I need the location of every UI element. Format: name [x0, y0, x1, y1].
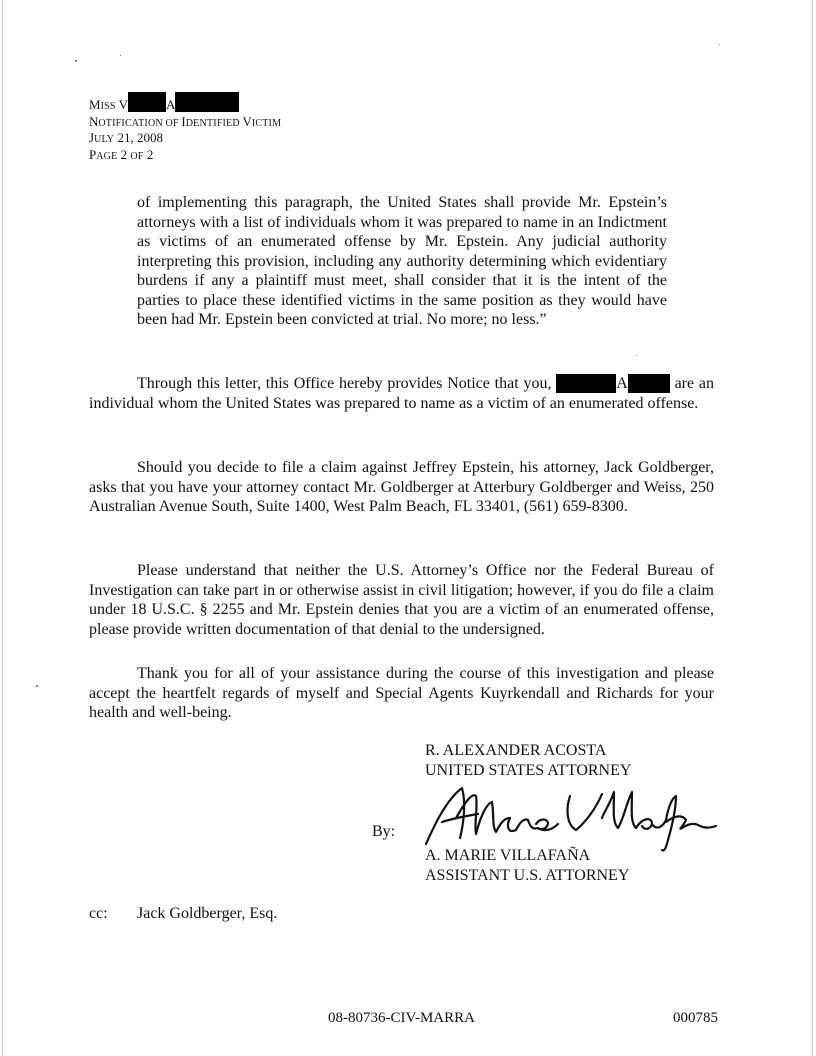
page-number-line [89, 148, 281, 165]
subject-cap: V [242, 113, 252, 129]
page-total: 2 [143, 146, 154, 162]
date-small: ULY [94, 134, 115, 145]
page-cap: P [89, 146, 97, 162]
civil-litigation-paragraph: Please understand that neither the U.S. Attorney’s Office nor the Federal Bureau of Investigation can take part in or otherwise assist in civil litigation; however, if you do file a claim under 18 U.S.C. § 2255 and Mr. Epstein denies that you are a victim of an enumerated offense, please provide written documentation of that denial to the undersigned. [89, 562, 714, 638]
recipient-prefix-rest: ISS [100, 101, 116, 112]
case-number: 08-80736-CIV-MARRA [328, 1010, 475, 1026]
page-number: 2 [117, 146, 131, 162]
signer-name: R. ALEXANDER ACOSTA [425, 742, 607, 759]
subject-line [89, 115, 281, 132]
page-small: AGE [96, 150, 118, 162]
recipient-line [89, 92, 281, 115]
signer-block [425, 741, 631, 780]
signer-title: UNITED STATES ATTORNEY [425, 761, 632, 779]
date-cap: J [89, 130, 95, 145]
assistant-title: ASSISTANT U.S. ATTORNEY [425, 866, 630, 884]
redaction-box [556, 374, 616, 393]
assistant-name: A. MARIE VILLAFAÑA [425, 847, 591, 864]
scan-edge-right [812, 0, 813, 1056]
subject-cap: I [181, 113, 186, 129]
assistant-block [425, 846, 629, 885]
recipient-first-initial: V [118, 97, 129, 112]
subject-small: OTIFICATION OF [98, 117, 182, 129]
recipient-last-initial: A [166, 97, 176, 112]
by-label: By: [372, 823, 396, 840]
notice-text-after: are an individual whom the United States was prepared to name as a victim of an enumerated offense. [89, 375, 714, 412]
page-of: OF [130, 150, 144, 162]
cc-recipient: Jack Goldberger, Esq. [137, 905, 278, 922]
redaction-box [128, 92, 166, 112]
redaction-box [628, 374, 670, 393]
bates-number: 000785 [673, 1010, 718, 1026]
subject-small: DENTIFIED [185, 117, 243, 129]
redaction-box [175, 92, 239, 112]
victim-last-initial: A [616, 375, 628, 392]
letter-header [89, 92, 281, 164]
quoted-agreement-block: of implementing this paragraph, the United States shall provide Mr. Epstein’s attorneys with a list of individuals whom it was prepared to name in an Indictment as victims of an enumerated offense by Mr. Epstein. Any judicial authority interpreting this provision, including any authority determining which evidentiary burdens if any a plaintiff must meet, shall consider that it is the intent of the parties to place these identified victims in the same position as they would have been had Mr. Epstein been convicted at trial. No more; no less.” [137, 194, 667, 328]
notice-text-before: Through this letter, this Office hereby provides Notice that you, [137, 375, 557, 392]
recipient-prefix-cap: M [89, 97, 101, 112]
thank-you-paragraph: Thank you for all of your assistance during the course of this investigation and please accept the heartfelt regards of myself and Special Agents Kuyrkendall and Richards for your health and well-being. [89, 665, 714, 721]
cc-label: cc: [89, 905, 108, 922]
scan-edge-left [2, 0, 3, 1056]
subject-small: ICTIM [251, 117, 282, 129]
date-line [89, 131, 281, 148]
notice-paragraph [89, 374, 714, 413]
date-value: 21, 2008 [114, 130, 163, 145]
claim-paragraph: Should you decide to file a claim against Jeffrey Epstein, his attorney, Jack Goldberger, asks that you have your attorney contact Mr. Goldberger at Atterbury Goldberger and Weiss, 250 Australian Avenue South, Suite 1400, West Palm Beach, FL 33401, (561) 659-8300. [89, 459, 714, 515]
subject-cap: N [89, 113, 99, 129]
